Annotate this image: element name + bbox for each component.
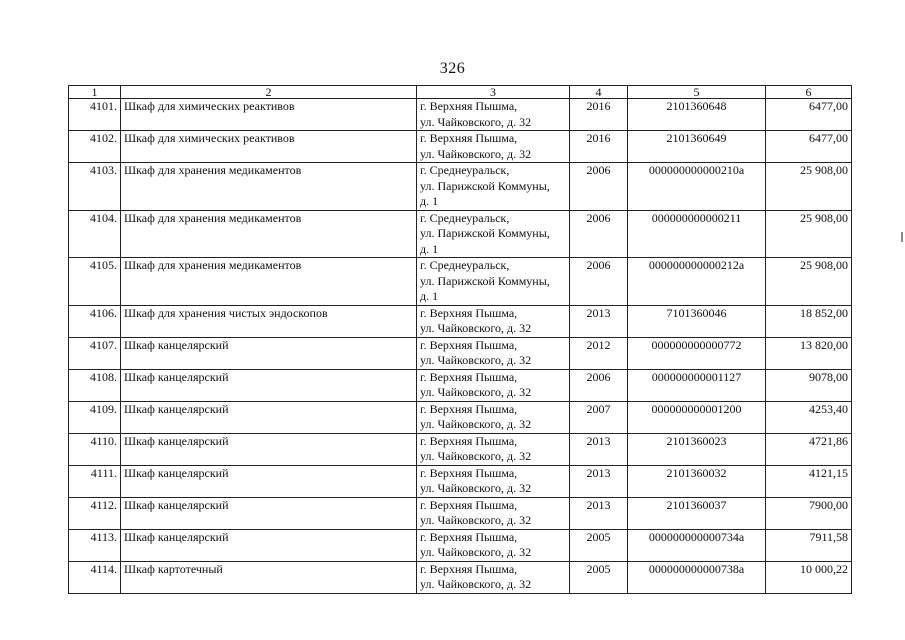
address-line: ул. Парижской Коммуны,	[420, 178, 550, 193]
inventory-number: 000000000001200	[628, 401, 766, 433]
item-address	[417, 210, 570, 258]
inventory-number: 000000000000772	[628, 337, 766, 369]
item-name: Шкаф для химических реактивов	[121, 99, 417, 131]
address-line: ул. Чайковского, д. 32	[420, 449, 532, 463]
inventory-number: 2101360032	[628, 465, 766, 497]
item-address	[417, 305, 570, 337]
row-number: 4107.	[69, 337, 121, 369]
column-header-1: 1	[69, 86, 121, 99]
inventory-number: 2101360023	[628, 433, 766, 465]
address-line: г. Верхняя Пышма,	[420, 529, 518, 544]
table-row	[69, 131, 852, 163]
item-address	[417, 369, 570, 401]
address-line: г. Среднеуральск,	[420, 258, 510, 272]
item-year: 2013	[570, 305, 628, 337]
address-line: ул. Чайковского, д. 32	[420, 513, 532, 527]
address-line: г. Верхняя Пышма,	[420, 131, 518, 145]
item-name: Шкаф для хранения медикаментов	[121, 210, 417, 258]
table-row	[69, 305, 852, 337]
item-year: 2005	[570, 561, 628, 593]
column-header-2: 2	[121, 86, 417, 99]
row-number: 4112.	[69, 497, 121, 529]
table-body	[69, 99, 852, 594]
item-year: 2016	[570, 131, 628, 163]
item-name: Шкаф картотечный	[121, 561, 417, 593]
table-row	[69, 561, 852, 593]
table-row	[69, 433, 852, 465]
item-cost: 6477,00	[766, 99, 852, 131]
address-line: д. 1	[420, 241, 439, 256]
item-name: Шкаф для хранения медикаментов	[121, 163, 417, 211]
item-year: 2012	[570, 337, 628, 369]
item-name: Шкаф канцелярский	[121, 433, 417, 465]
item-name: Шкаф для хранения медикаментов	[121, 258, 417, 306]
item-name: Шкаф канцелярский	[121, 369, 417, 401]
inventory-number: 000000000001127	[628, 369, 766, 401]
table-row	[69, 99, 852, 131]
address-line: ул. Парижской Коммуны,	[420, 273, 550, 288]
item-address	[417, 401, 570, 433]
address-line: ул. Чайковского, д. 32	[420, 481, 532, 495]
address-line: г. Среднеуральск,	[420, 210, 510, 225]
item-address	[417, 131, 570, 163]
item-name: Шкаф канцелярский	[121, 497, 417, 529]
page-number: 326	[439, 60, 466, 77]
address-line: г. Верхняя Пышма,	[420, 305, 518, 320]
item-cost: 25 908,00	[766, 163, 852, 211]
item-year: 2016	[570, 99, 628, 131]
item-name: Шкаф для химических реактивов	[121, 131, 417, 163]
item-name: Шкаф канцелярский	[121, 465, 417, 497]
address-line: д. 1	[420, 289, 439, 303]
item-address	[417, 465, 570, 497]
item-year: 2006	[570, 163, 628, 211]
column-header-4: 4	[570, 86, 628, 99]
table-row	[69, 465, 852, 497]
address-line: г. Верхняя Пышма,	[420, 401, 518, 416]
row-number: 4101.	[69, 99, 121, 131]
address-line: ул. Чайковского, д. 32	[420, 577, 532, 591]
address-line: г. Верхняя Пышма,	[420, 561, 518, 576]
item-address	[417, 258, 570, 306]
item-address	[417, 561, 570, 593]
item-year: 2006	[570, 258, 628, 306]
table-row	[69, 337, 852, 369]
table-row	[69, 529, 852, 561]
inventory-number: 000000000000212а	[628, 258, 766, 306]
table-row	[69, 497, 852, 529]
table-row	[69, 258, 852, 306]
address-line: г. Среднеуральск,	[420, 163, 510, 177]
item-year: 2006	[570, 369, 628, 401]
inventory-number: 000000000000211	[628, 210, 766, 258]
item-address	[417, 529, 570, 561]
item-address	[417, 163, 570, 211]
item-year: 2013	[570, 465, 628, 497]
scan-mark	[901, 232, 903, 242]
item-cost: 13 820,00	[766, 337, 852, 369]
item-name: Шкаф для хранения чистых эндоскопов	[121, 305, 417, 337]
item-cost: 7900,00	[766, 497, 852, 529]
item-cost: 9078,00	[766, 369, 852, 401]
item-name: Шкаф канцелярский	[121, 337, 417, 369]
address-line: ул. Чайковского, д. 32	[420, 321, 532, 335]
item-cost: 7911,58	[766, 529, 852, 561]
property-registry-table	[68, 85, 852, 594]
table-row	[69, 369, 852, 401]
address-line: г. Верхняя Пышма,	[420, 465, 518, 480]
row-number: 4114.	[69, 561, 121, 593]
column-header-3: 3	[417, 86, 570, 99]
address-line: ул. Чайковского, д. 32	[420, 385, 532, 399]
inventory-number: 2101360037	[628, 497, 766, 529]
item-year: 2005	[570, 529, 628, 561]
item-cost: 4253,40	[766, 401, 852, 433]
row-number: 4105.	[69, 258, 121, 306]
item-year: 2013	[570, 497, 628, 529]
address-line: ул. Чайковского, д. 32	[420, 146, 532, 161]
item-address	[417, 337, 570, 369]
address-line: г. Верхняя Пышма,	[420, 99, 518, 113]
inventory-number: 2101360648	[628, 99, 766, 131]
item-year: 2007	[570, 401, 628, 433]
address-line: ул. Чайковского, д. 32	[420, 545, 532, 559]
inventory-number: 000000000000210а	[628, 163, 766, 211]
item-name: Шкаф канцелярский	[121, 529, 417, 561]
address-line: г. Верхняя Пышма,	[420, 433, 518, 448]
item-address	[417, 433, 570, 465]
row-number: 4108.	[69, 369, 121, 401]
item-cost: 4721,86	[766, 433, 852, 465]
row-number: 4109.	[69, 401, 121, 433]
item-name: Шкаф канцелярский	[121, 401, 417, 433]
item-cost: 10 000,22	[766, 561, 852, 593]
item-cost: 6477,00	[766, 131, 852, 163]
address-line: ул. Чайковского, д. 32	[420, 114, 532, 129]
item-cost: 25 908,00	[766, 258, 852, 306]
address-line: г. Верхняя Пышма,	[420, 369, 518, 384]
row-number: 4103.	[69, 163, 121, 211]
address-line: ул. Парижской Коммуны,	[420, 226, 550, 240]
inventory-number: 000000000000734а	[628, 529, 766, 561]
row-number: 4104.	[69, 210, 121, 258]
item-year: 2006	[570, 210, 628, 258]
item-cost: 18 852,00	[766, 305, 852, 337]
address-line: д. 1	[420, 194, 439, 208]
row-number: 4110.	[69, 433, 121, 465]
inventory-number: 2101360649	[628, 131, 766, 163]
address-line: г. Верхняя Пышма,	[420, 337, 518, 352]
item-cost: 25 908,00	[766, 210, 852, 258]
header-row	[69, 86, 852, 99]
column-header-6: 6	[766, 86, 852, 99]
item-cost: 4121,15	[766, 465, 852, 497]
row-number: 4113.	[69, 529, 121, 561]
table-row	[69, 210, 852, 258]
item-address	[417, 497, 570, 529]
inventory-number: 000000000000738а	[628, 561, 766, 593]
table-row	[69, 163, 852, 211]
row-number: 4106.	[69, 305, 121, 337]
inventory-number: 7101360046	[628, 305, 766, 337]
row-number: 4102.	[69, 131, 121, 163]
row-number: 4111.	[69, 465, 121, 497]
address-line: ул. Чайковского, д. 32	[420, 417, 532, 431]
address-line: ул. Чайковского, д. 32	[420, 353, 532, 367]
address-line: г. Верхняя Пышма,	[420, 497, 518, 512]
item-address	[417, 99, 570, 131]
column-header-5: 5	[628, 86, 766, 99]
item-year: 2013	[570, 433, 628, 465]
table-row	[69, 401, 852, 433]
